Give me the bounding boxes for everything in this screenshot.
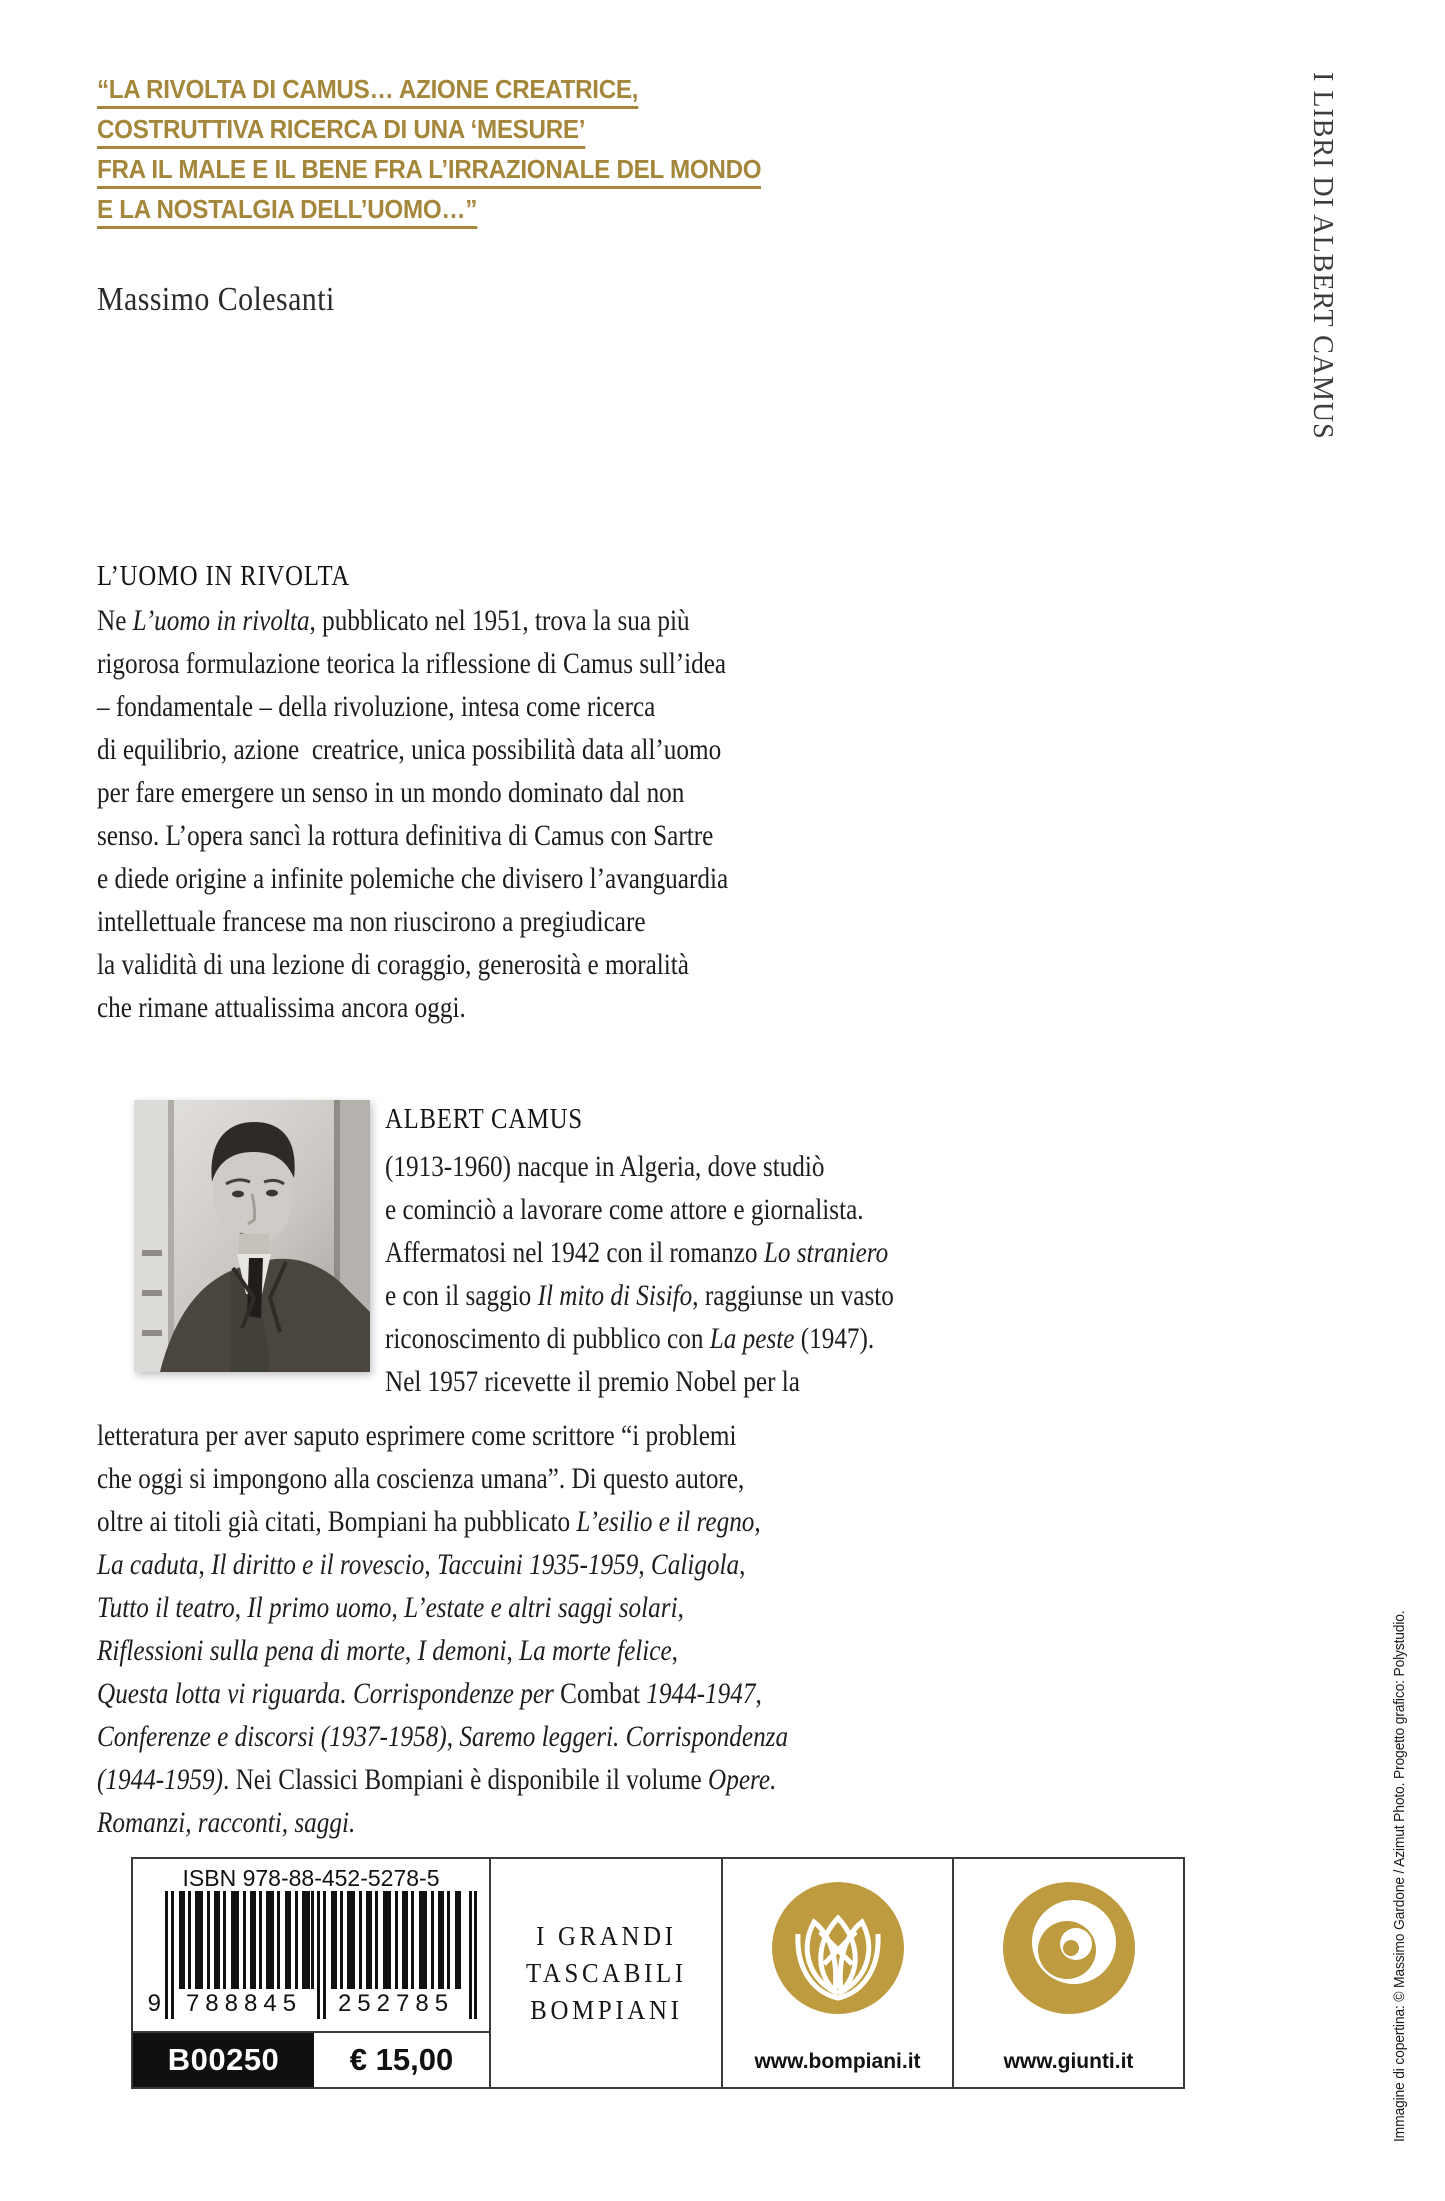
- quote-attribution: Massimo Colesanti: [97, 281, 335, 318]
- bompiani-section: [723, 1859, 954, 2087]
- edition-code: B00250: [133, 2033, 314, 2087]
- series-name: I GRANDI TASCABILI BOMPIANI: [525, 1920, 687, 2025]
- cover-quote: “LA RIVOLTA DI CAMUS… AZIONE CREATRICE, COSTRUTTIVA RICERCA DI UNA ‘MESURE’ FRA IL MALE E IL BENE FRA L’IRRAZIONALE DEL MONDO E LA NOSTALGIA DELL’UOMO…”: [97, 76, 761, 236]
- cover-credits: Immagine di copertina: © Massimo Gardone / Azimut Photo. Progetto grafico: Polystudio.: [1392, 1610, 1408, 2142]
- barcode-digit-leading: 9: [147, 1990, 161, 2017]
- isbn-barcode-section: [133, 1859, 491, 2087]
- bompiani-logo-icon: [771, 1881, 905, 2015]
- code-price-row: [133, 2031, 489, 2087]
- isbn-label: ISBN 978-88-452-5278-5: [182, 1865, 440, 1891]
- price: € 15,00: [349, 2042, 454, 2077]
- synopsis-title: L’UOMO IN RIVOLTA: [97, 560, 351, 592]
- bio-text-full-width: letteratura per aver saputo esprimere come scrittore “i problemi che oggi si impongono alla coscienza umana”. Di questo autore, oltre ai titoli già citati, Bompiani ha pubblicato L’esilio e il regno, La caduta, Il diritto e il rovescio, Taccuini 1935-1959, Caligola, Tutto il teatro, Il primo uomo, L’estate e altri saggi solari, Riflessioni sulla pena di morte, I demoni, La morte felice, Questa lotta vi riguarda. Corrispondenze per Combat 1944-1947, Conferenze e discorsi (1937-1958), Saremo leggeri. Corrispondenza (1944-1959). Nei Classici Bompiani è disponibile il volume Opere. Romanzi, racconti, saggi.: [97, 1419, 789, 1839]
- giunti-url: www.giunti.it: [1003, 2050, 1134, 2073]
- ean-barcode: [147, 1891, 477, 2027]
- bio-heading: ALBERT CAMUS: [385, 1103, 583, 1135]
- camus-photo: [134, 1100, 370, 1372]
- bio-text-beside-photo: (1913-1960) nacque in Algeria, dove studiò e cominciò a lavorare come attore e giornalista. Affermatosi nel 1942 con il romanzo Lo straniero e con il saggio Il mito di Sisifo, raggiunse un vasto riconoscimento di pubblico con La peste (1947). Nel 1957 ricevette il premio Nobel per la: [385, 1150, 894, 1398]
- series-section: [491, 1859, 723, 2087]
- barcode-digit-group-2: 252785: [337, 1990, 455, 2017]
- spine-title: I LIBRI DI ALBERT CAMUS: [1307, 72, 1338, 440]
- barcode-digit-group-1: 788845: [185, 1990, 303, 2017]
- synopsis-text: Ne L’uomo in rivolta, pubblicato nel 1951, trova la sua più rigorosa formulazione teorica la riflessione di Camus sull’idea – fondamentale – della rivoluzione, intesa come ricerca di equilibrio, azione creatrice, unica possibilità data all’uomo per fare emergere un senso in un mondo dominato dal non senso. L’opera sancì la rottura definitiva di Camus con Sartre e diede origine a infinite polemiche che divisero l’avanguardia intellettuale francese ma non riuscirono a pregiudicare la validità di una lezione di coraggio, generosità e moralità che rimane attualissima ancora oggi.: [97, 604, 729, 1024]
- bompiani-url: www.bompiani.it: [754, 2050, 921, 2073]
- footer-bar: [131, 1857, 1185, 2089]
- giunti-section: [954, 1859, 1183, 2087]
- camus-portrait-illustration: [134, 1100, 370, 1372]
- giunti-logo-icon: [1002, 1881, 1136, 2015]
